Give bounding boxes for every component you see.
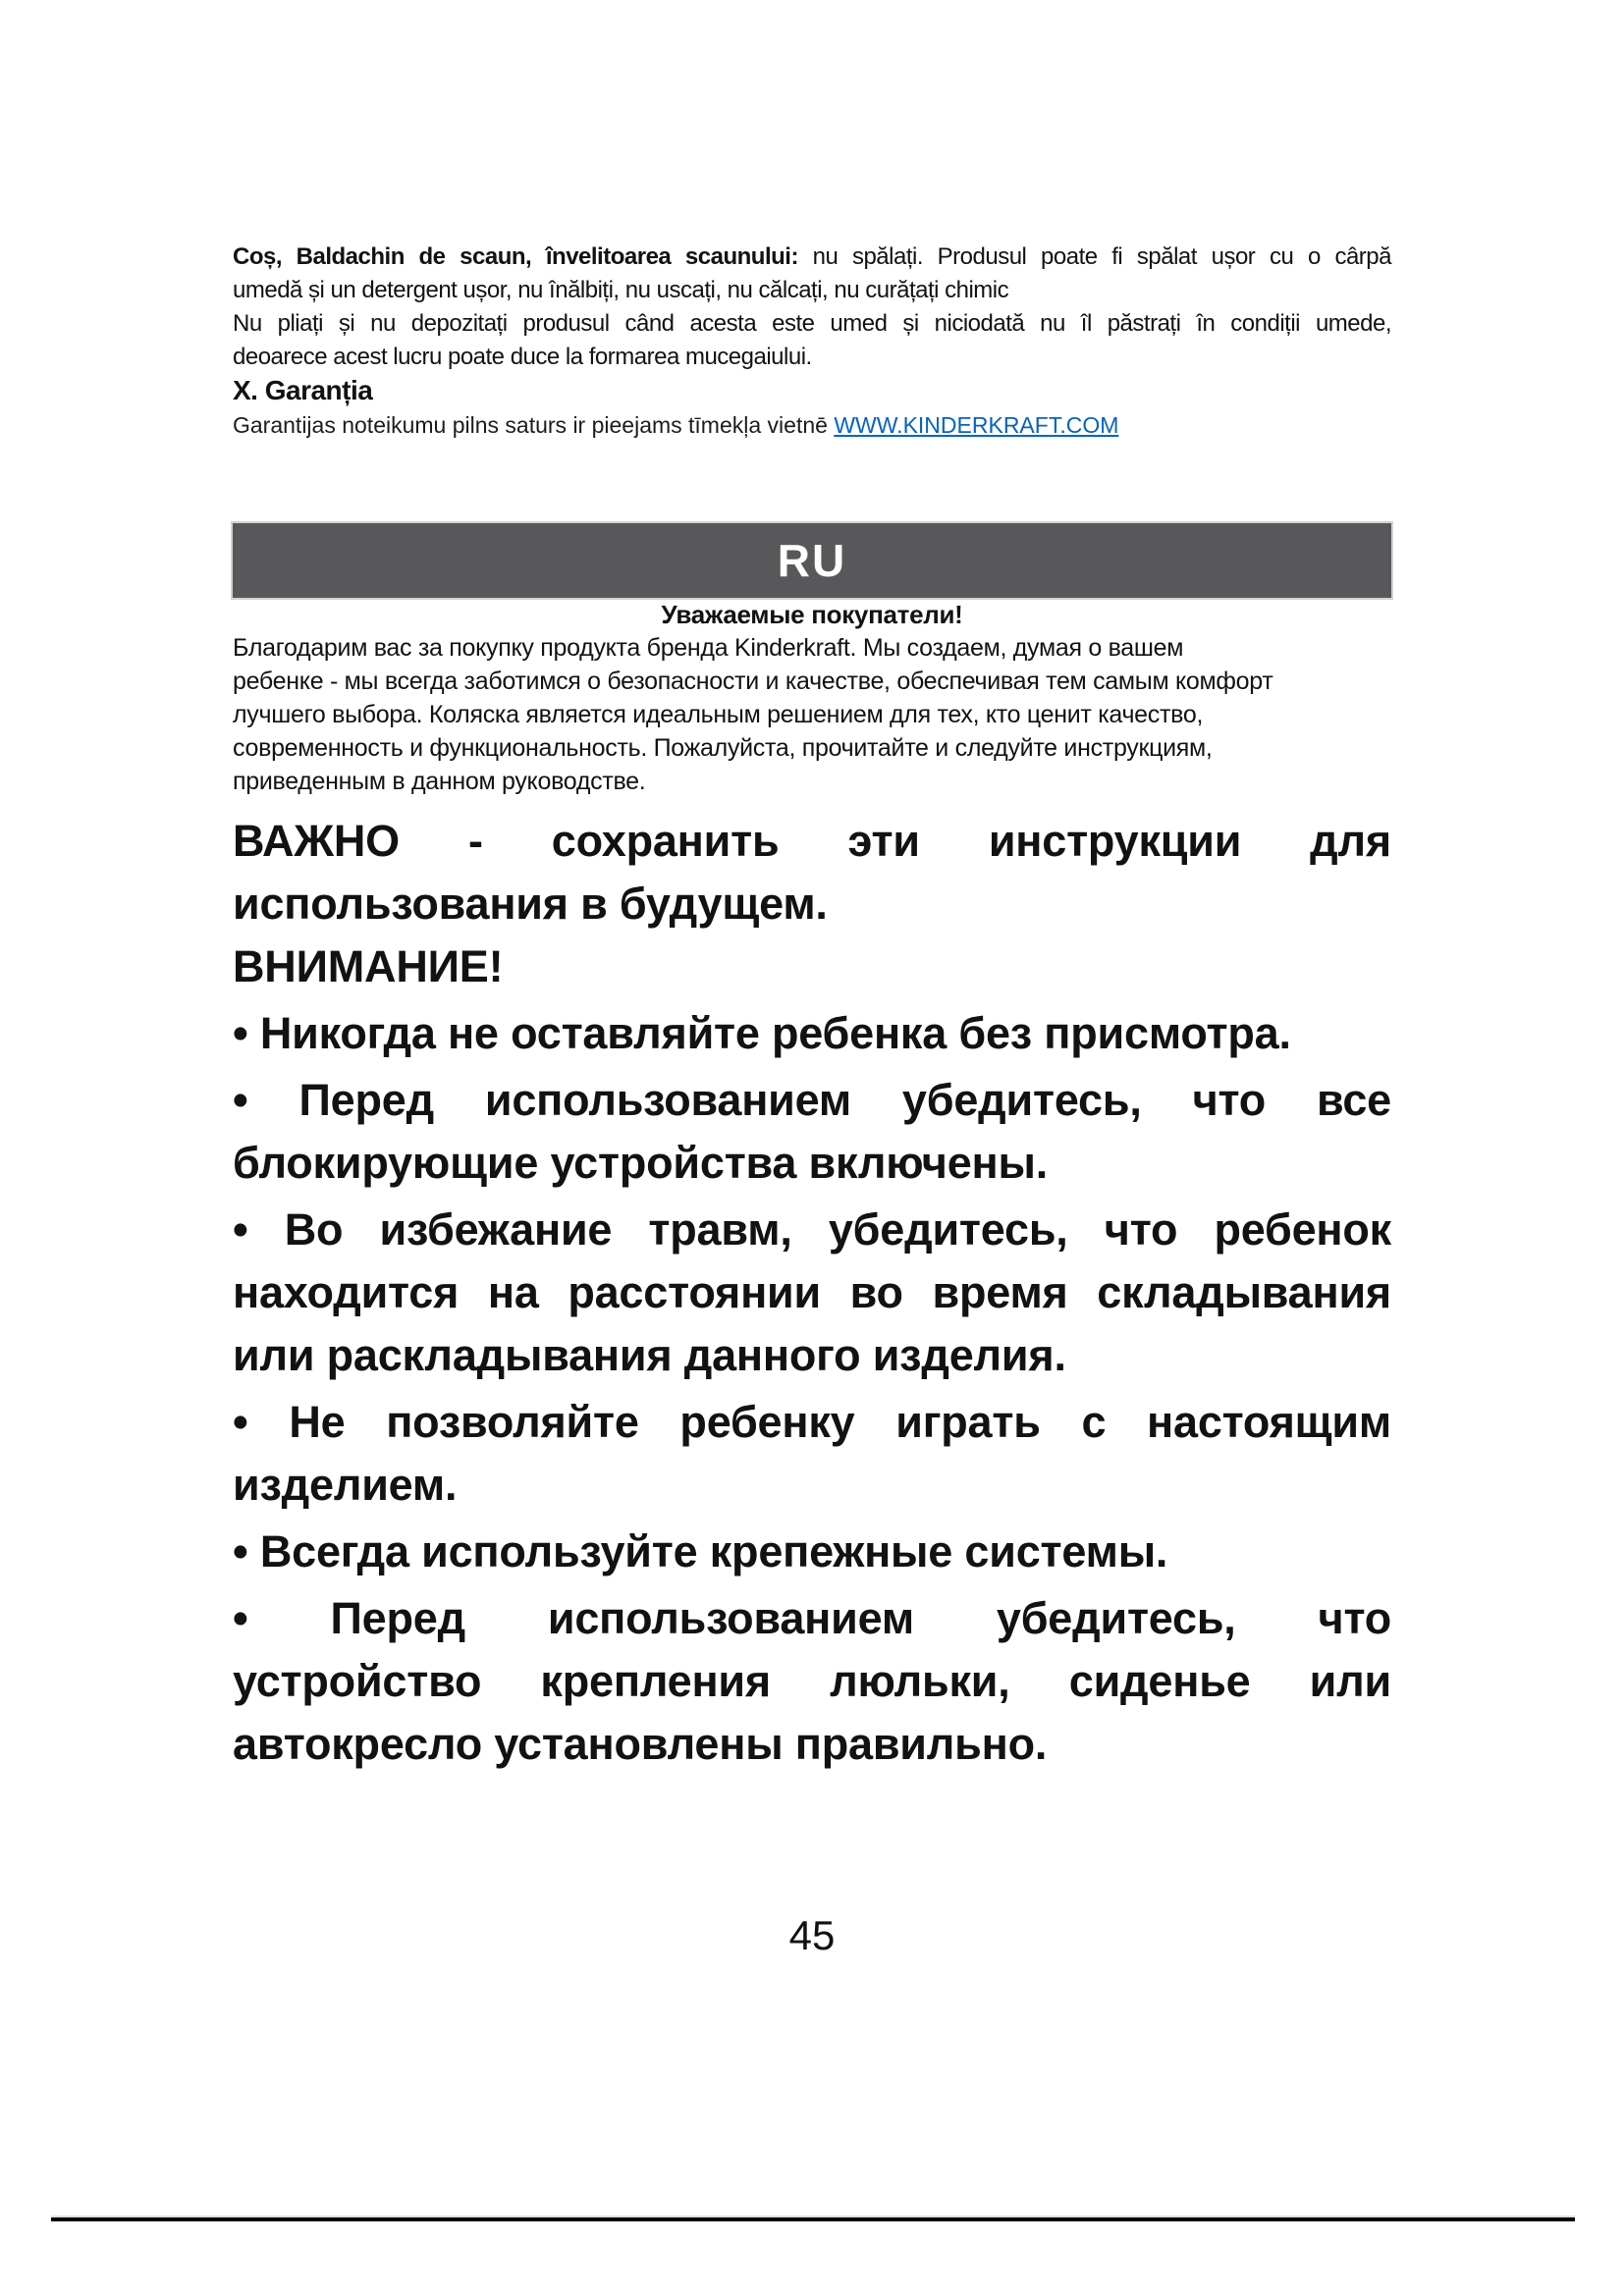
warning-item <box>233 1391 1391 1517</box>
warning-item <box>233 1587 1391 1776</box>
text-line: блокирующие устройства включены. <box>233 1138 1049 1188</box>
warning-item <box>233 1069 1391 1195</box>
text-line: ВАЖНО - сохранить эти инструкции для <box>233 816 1391 866</box>
text-line: современность и функциональность. Пожалуйста, прочитайте и следуйте инструкциям, <box>233 734 1213 762</box>
language-banner-label: RU <box>777 535 847 586</box>
warning-item <box>233 1521 1391 1583</box>
language-banner <box>233 523 1391 598</box>
attention-label: ВНИМАНИЕ! <box>233 941 504 991</box>
warning-item <box>233 1199 1391 1387</box>
text-line: приведенным в данном руководстве. <box>233 768 646 795</box>
warning-item <box>233 1002 1391 1065</box>
warning-list <box>233 1002 1391 1776</box>
intro-paragraph <box>233 631 1391 798</box>
text-line: umedă și un detergent ușor, nu înălbiți, nu uscați, nu călcați, nu curățați chimic <box>233 277 1009 303</box>
text-line: • Никогда не оставляйте ребенка без присмотра. <box>233 1008 1291 1058</box>
text-line: использования в будущем. <box>233 879 828 929</box>
ro-care-section <box>233 240 1391 443</box>
kinderkraft-website-link[interactable]: WWW.KINDERKRAFT.COM <box>834 412 1119 438</box>
bottom-rule <box>51 2217 1575 2221</box>
page-content <box>233 240 1391 1776</box>
text-line: • Во избежание травм, убедитесь, что ребенок <box>233 1204 1391 1255</box>
text-line: находится на расстоянии во время складывания <box>233 1267 1391 1317</box>
text-line: лучшего выбора. Коляска является идеальным решением для тех, кто ценит качество, <box>233 701 1204 728</box>
ru-section <box>233 598 1391 1776</box>
warranty-note <box>233 407 1391 443</box>
important-notice <box>233 810 1391 935</box>
warranty-heading: X. Garanția <box>233 375 373 405</box>
text-line: Coș, Baldachin de scaun, învelitoarea scaunului: nu spălați. Produsul poate fi spălat ușor cu o cârpă <box>233 243 1391 270</box>
text-line: • Всегда используйте крепежные системы. <box>233 1526 1168 1576</box>
page-number: 45 <box>788 1912 836 1958</box>
text-line: ребенке - мы всегда заботимся о безопасности и качестве, обеспечивая тем самым комфорт <box>233 667 1273 695</box>
text-line: Благодарим вас за покупку продукта бренда Kinderkraft. Мы создаем, думая о вашем <box>233 634 1184 662</box>
greeting-title: Уважаемые покупатели! <box>661 600 963 629</box>
text-line: изделием. <box>233 1460 458 1510</box>
text-line: Nu pliați și nu depozitați produsul când acesta este umed și niciodată nu îl păstrați în condiții umede, <box>233 310 1391 337</box>
text-line: или раскладывания данного изделия. <box>233 1330 1066 1380</box>
warranty-note-text: Garantijas noteikumu pilns saturs ir pieejams tīmekļa vietnē <box>233 412 835 438</box>
text-line: автокресло установлены правильно. <box>233 1719 1048 1769</box>
text-line: устройство крепления люльки, сиденье или <box>233 1656 1391 1706</box>
care-instructions-paragraph <box>233 240 1391 374</box>
text-line: • Перед использованием убедитесь, что все <box>233 1075 1391 1125</box>
text-line: • Не позволяйте ребенку играть с настоящим <box>233 1397 1391 1447</box>
text-line: deoarece acest lucru poate duce la formarea mucegaiului. <box>233 344 812 370</box>
text-line: • Перед использованием убедитесь, что <box>233 1593 1391 1643</box>
